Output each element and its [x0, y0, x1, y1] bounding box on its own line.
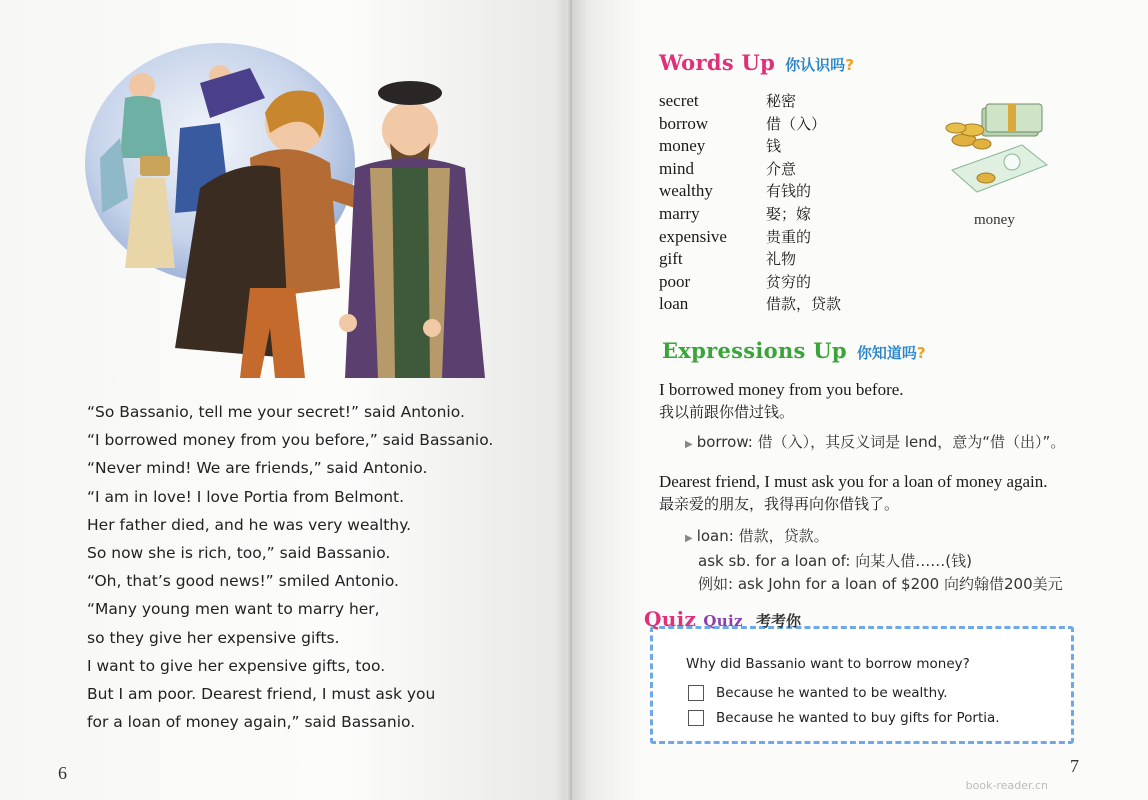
- expressions-up-title-mark: ?: [916, 344, 926, 362]
- expression-1-zh: 我以前跟你借过钱。: [659, 403, 795, 421]
- expression-2-en: Dearest friend, I must ask you for a loan of money again.: [659, 472, 1048, 491]
- expression-1-note: [685, 431, 1065, 456]
- right-page: [572, 0, 1148, 800]
- story-line: “Many young men want to marry her,: [87, 600, 380, 619]
- money-caption: money: [974, 212, 1015, 228]
- vocab-en: borrow: [659, 113, 709, 133]
- vocab-en: gift: [659, 249, 683, 269]
- story-line: “Oh, that’s good news!” smiled Antonio.: [87, 572, 399, 591]
- vocab-zh: 有钱的: [766, 182, 812, 201]
- vocab-row: [659, 271, 841, 294]
- expressions-up-title: Expressions Up: [662, 338, 847, 363]
- vocab-zh: 介意: [766, 159, 797, 178]
- note-text: loan: 借款，贷款。: [696, 527, 829, 545]
- vocab-row: [659, 158, 841, 181]
- vocab-zh: 借（入）: [766, 114, 827, 133]
- vocab-zh: 贫穷的: [766, 272, 812, 291]
- vocab-row: [659, 226, 841, 249]
- vocab-en: secret: [659, 91, 699, 110]
- quiz-box: [650, 626, 1074, 744]
- story-line: so they give her expensive gifts.: [87, 628, 340, 647]
- note-text: borrow: 借（入），其反义词是 lend，意为“借（出）”。: [696, 433, 1066, 451]
- story-line: I want to give her expensive gifts, too.: [87, 656, 386, 675]
- words-up-heading: [659, 50, 854, 75]
- expressions-up-heading: [662, 338, 926, 363]
- story-line: for a loan of money again,” said Bassanio.: [87, 713, 416, 732]
- money-picture: [942, 100, 1052, 200]
- page-number-right: 7: [1070, 756, 1079, 776]
- vocab-en: mind: [659, 158, 694, 178]
- vocab-en: money: [659, 136, 706, 156]
- vocab-row: [659, 90, 841, 113]
- bullet-triangle-icon: ▶: [685, 533, 693, 544]
- story-line: “Never mind! We are friends,” said Antonio.: [87, 459, 428, 478]
- vocab-en: wealthy: [659, 181, 713, 201]
- story-line: But I am poor. Dearest friend, I must ask you: [87, 684, 436, 703]
- page-number-left: 6: [58, 763, 67, 783]
- expression-1: [659, 378, 904, 424]
- vocab-en: marry: [659, 203, 700, 223]
- quiz-title-zh: 考考你: [756, 612, 802, 630]
- quiz-question: Why did Bassanio want to borrow money?: [686, 656, 970, 672]
- expressions-up-title-zh: 你知道吗: [856, 344, 917, 362]
- story-line: “I am in love! I love Portia from Belmont.: [87, 487, 405, 506]
- vocab-list: [659, 90, 841, 316]
- vocab-en: expensive: [659, 226, 727, 246]
- vocab-row: [659, 248, 841, 271]
- quiz-option-2[interactable]: [688, 710, 1000, 726]
- words-up-title-zh: 你认识吗: [785, 56, 846, 74]
- quiz-option-1[interactable]: [688, 685, 948, 701]
- vocab-zh: 借款，贷款: [766, 295, 842, 314]
- story-line: So now she is rich, too,” said Bassanio.: [87, 543, 391, 562]
- vocab-row: [659, 135, 841, 158]
- note-text: 例如: ask John for a loan of $200 向约翰借200美元: [698, 575, 1063, 593]
- vocab-en: loan: [659, 294, 689, 314]
- quiz-title-2: Quiz: [703, 612, 743, 630]
- expression-2: [659, 470, 1048, 516]
- words-up-title: Words Up: [659, 50, 776, 75]
- story-text: [87, 398, 557, 736]
- vocab-zh: 礼物: [766, 250, 797, 269]
- checkbox[interactable]: [688, 710, 704, 726]
- quiz-heading: [644, 607, 801, 631]
- vocab-zh: 娶；嫁: [766, 204, 812, 223]
- vocab-row: [659, 180, 841, 203]
- quiz-title-1: Quiz: [644, 607, 697, 631]
- quiz-option-label: Because he wanted to buy gifts for Portia.: [716, 710, 1000, 726]
- left-page: [0, 0, 572, 800]
- quiz-option-label: Because he wanted to be wealthy.: [716, 685, 948, 701]
- story-line: “I borrowed money from you before,” said Bassanio.: [87, 431, 494, 450]
- watermark: book-reader.cn: [965, 779, 1048, 792]
- vocab-row: [659, 293, 841, 316]
- checkbox[interactable]: [688, 685, 704, 701]
- vocab-zh: 贵重的: [766, 227, 812, 246]
- expression-1-en: I borrowed money from you before.: [659, 380, 904, 399]
- vocab-zh: 秘密: [766, 92, 797, 110]
- vocab-row: [659, 113, 841, 136]
- story-line: “So Bassanio, tell me your secret!” said Antonio.: [87, 403, 465, 421]
- note-text: ask sb. for a loan of: 向某人借……(钱): [698, 552, 972, 570]
- story-illustration: [80, 38, 520, 388]
- vocab-en: poor: [659, 271, 691, 291]
- vocab-row: [659, 203, 841, 226]
- vocab-zh: 钱: [766, 137, 782, 156]
- bullet-triangle-icon: ▶: [685, 439, 693, 450]
- expression-2-zh: 最亲爱的朋友，我得再向你借钱了。: [659, 495, 900, 513]
- words-up-title-mark: ?: [845, 56, 854, 74]
- expression-2-note: [685, 525, 1063, 596]
- story-line: Her father died, and he was very wealthy.: [87, 515, 412, 534]
